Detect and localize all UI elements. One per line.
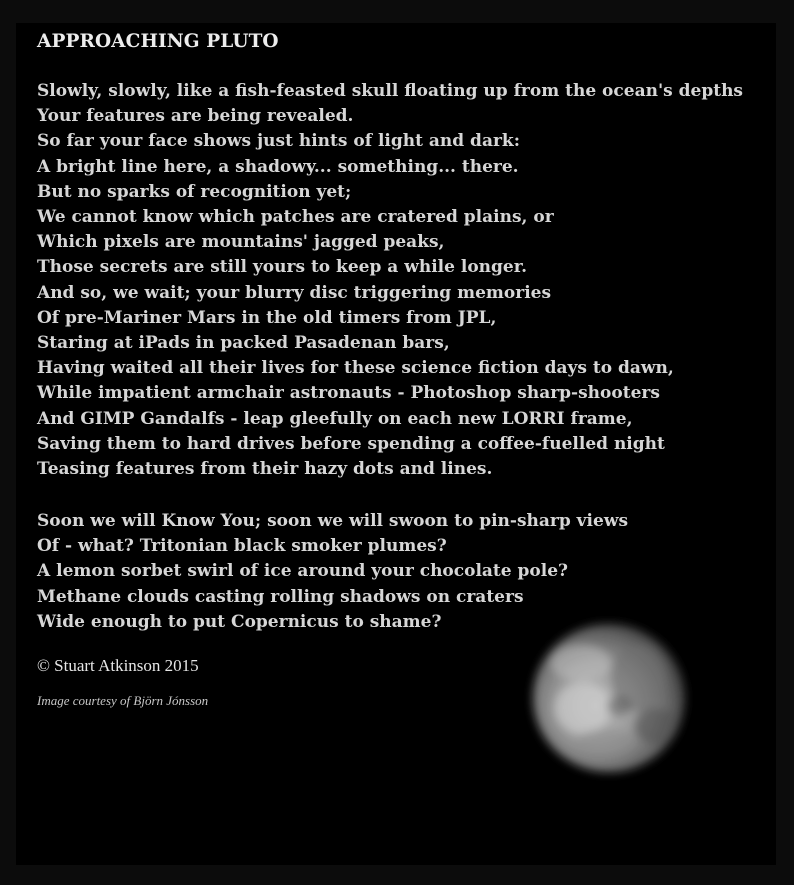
poem-panel: [16, 23, 776, 865]
poem-line: Soon we will Know You; soon we will swoon to pin-sharp views: [37, 511, 629, 531]
poem-line: Those secrets are still yours to keep a while longer.: [37, 257, 528, 278]
pluto-image: [521, 608, 701, 783]
poem-line: Your features are being revealed.: [37, 106, 354, 127]
poem-title: APPROACHING PLUTO: [37, 31, 279, 52]
poem-line: Staring at iPads in packed Pasadenan bars,: [37, 333, 450, 354]
image-credit: Image courtesy of Björn Jónsson: [37, 693, 209, 708]
poem-line: Teasing features from their hazy dots and lines.: [37, 459, 493, 480]
poem-line: While impatient armchair astronauts - Photoshop sharp-shooters: [37, 383, 660, 404]
poem-line: Of pre-Mariner Mars in the old timers from JPL,: [37, 307, 497, 328]
poem-line: Slowly, slowly, like a fish-feasted skull floating up from the ocean's depths: [37, 81, 744, 101]
poem-line: Methane clouds casting rolling shadows on craters: [37, 586, 524, 607]
poem-line: Which pixels are mountains' jagged peaks,: [37, 232, 445, 253]
poem-line: Saving them to hard drives before spending a coffee-fuelled night: [37, 433, 665, 454]
poem-line: Having waited all their lives for these science fiction days to dawn,: [37, 358, 674, 379]
poem-line: Wide enough to put Copernicus to shame?: [37, 611, 442, 632]
stanza-1: [37, 79, 743, 482]
poem-line: But no sparks of recognition yet;: [37, 181, 352, 202]
poem-line: Of - what? Tritonian black smoker plumes?: [37, 536, 447, 557]
poem-line: We cannot know which patches are cratered plains, or: [37, 207, 554, 228]
poem-line: So far your face shows just hints of light and dark:: [37, 131, 520, 152]
poem-line: A lemon sorbet swirl of ice around your chocolate pole?: [37, 561, 568, 582]
poem-line: And GIMP Gandalfs - leap gleefully on each new LORRI frame,: [37, 408, 633, 429]
copyright-notice: © Stuart Atkinson 2015: [37, 656, 199, 675]
poem-line: And so, we wait; your blurry disc triggering memories: [37, 282, 552, 303]
poem-line: A bright line here, a shadowy... something... there.: [37, 156, 519, 177]
